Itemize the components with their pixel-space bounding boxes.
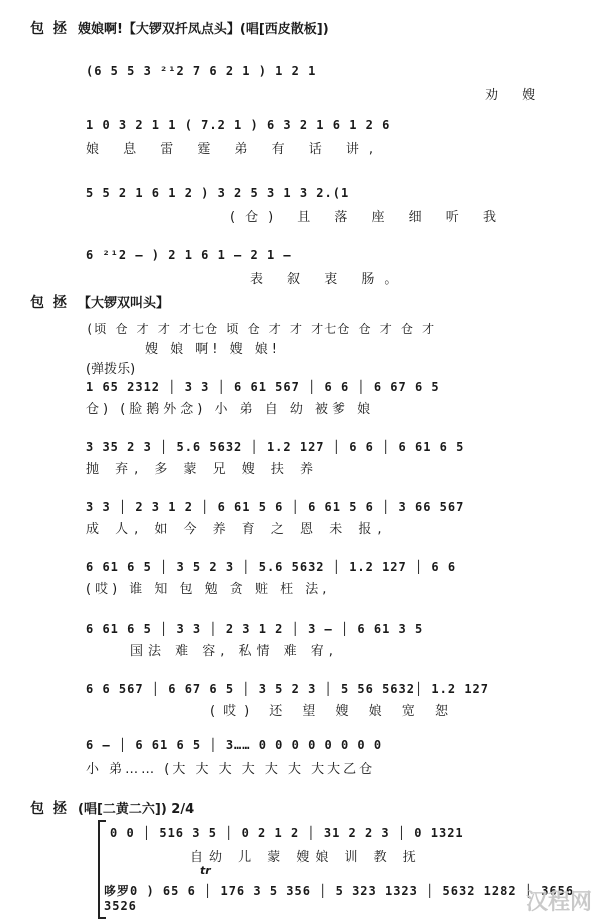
s2-lyric-7: 小 弟…… (大 大 大 大 大 大 大大乙仓 bbox=[86, 762, 376, 777]
s2-notes-4: 6 61 6 5 │ 3 5 2 3 │ 5.6 5632 │ 1.2 127 │ 6 6 bbox=[86, 560, 457, 574]
watermark-logo: 汉程网 bbox=[525, 890, 592, 915]
s1-notes-3: 5 5 2 1 6 1 2 ) 3 2 5 3 1 3 2.(1 bbox=[86, 186, 350, 200]
s2-lyric-1: 仓) (脸鹅外念) 小 弟 自 幼 被爹 娘 bbox=[86, 402, 375, 417]
s3-notes-1: 0 0 │ 516 3 5 │ 0 2 1 2 │ 31 2 2 3 │ 0 1321 bbox=[110, 826, 464, 840]
s2-lyric-5: 国法 难 容, 私情 难 宥, bbox=[130, 644, 338, 659]
s1-notes-2: 1 0 3 2 1 1 ( 7.2 1 ) 6 3 2 1 6 1 2 6 bbox=[86, 118, 391, 132]
s2-notes-5: 6 61 6 5 │ 3 3 │ 2 3 1 2 │ 3 – │ 6 61 3 5 bbox=[86, 622, 424, 636]
instrument-note: (弹拨乐) bbox=[86, 362, 136, 377]
role-label: 包 拯 bbox=[30, 21, 69, 37]
s3-lyric-1: 自幼 儿 蒙 嫂娘 训 教 抚 bbox=[190, 850, 422, 865]
role-label-2: 包 拯 bbox=[30, 295, 69, 311]
s2-lyric-6: (哎) 还 望 嫂 娘 宽 恕 bbox=[210, 704, 456, 719]
percussion-line: (顷 仓 才 才 才七仓 顷 仓 才 才 才七仓 仓 才 仓 才 bbox=[86, 322, 436, 336]
s2-notes-3: 3 3 │ 2 3 1 2 │ 6 61 5 6 │ 6 61 5 6 │ 3 66 567 bbox=[86, 500, 465, 514]
percussion-lyric: 嫂 娘 啊! 嫂 娘! bbox=[145, 342, 281, 357]
section3-cue: (唱[二黄二六]) 2/4 bbox=[78, 802, 195, 817]
s1-notes-4: 6 ²¹2 – ) 2 1 6 1 – 2 1 – bbox=[86, 248, 292, 262]
s2-notes-2: 3 35 2 3 │ 5.6 5632 │ 1.2 127 │ 6 6 │ 6 61 6 5 bbox=[86, 440, 465, 454]
s3-notes-2: 哆罗0 ) 65 6 │ 176 3 5 356 │ 5 323 1323 │ 5632 1282 │ 3656 3526 bbox=[104, 884, 575, 913]
s1-lyric-1: 劝 嫂 bbox=[485, 88, 546, 103]
s2-lyric-4: (哎) 谁 知 包 勉 贪 赃 枉 法, bbox=[86, 582, 331, 597]
section1-cue: 嫂娘啊!【大锣双扦凤点头】(唱[西皮散板]) bbox=[78, 22, 329, 37]
role-label-3: 包 拯 bbox=[30, 801, 69, 817]
s2-lyric-2: 抛 弃, 多 蒙 兄 嫂 扶 养 bbox=[86, 462, 320, 477]
section2-cue: 【大锣双叫头】 bbox=[78, 296, 170, 311]
s1-lyric-4: 表 叙 衷 肠。 bbox=[250, 272, 408, 287]
s1-lyric-3: (仓) 且 落 座 细 听 我 bbox=[230, 210, 506, 225]
s2-notes-7: 6 – │ 6 61 6 5 │ 3…… 0 0 0 0 0 0 0 0 bbox=[86, 738, 383, 752]
s2-notes-6: 6 6 567 │ 6 67 6 5 │ 3 5 2 3 │ 5 56 5632│ 1.2 127 bbox=[86, 682, 490, 696]
s1-lyric-2: 娘 息 雷 霆 弟 有 话 讲, bbox=[86, 142, 384, 157]
s1-notes-1: (6 5 5 3 ²¹2 7 6 2 1 ) 1 2 1 bbox=[86, 64, 317, 78]
s2-notes-1: 1 65 2312 │ 3 3 │ 6 61 567 │ 6 6 │ 6 67 6 5 bbox=[86, 380, 440, 394]
s2-lyric-3: 成 人, 如 今 养 育 之 恩 未 报, bbox=[86, 522, 388, 537]
trill-mark: tr bbox=[200, 864, 211, 877]
